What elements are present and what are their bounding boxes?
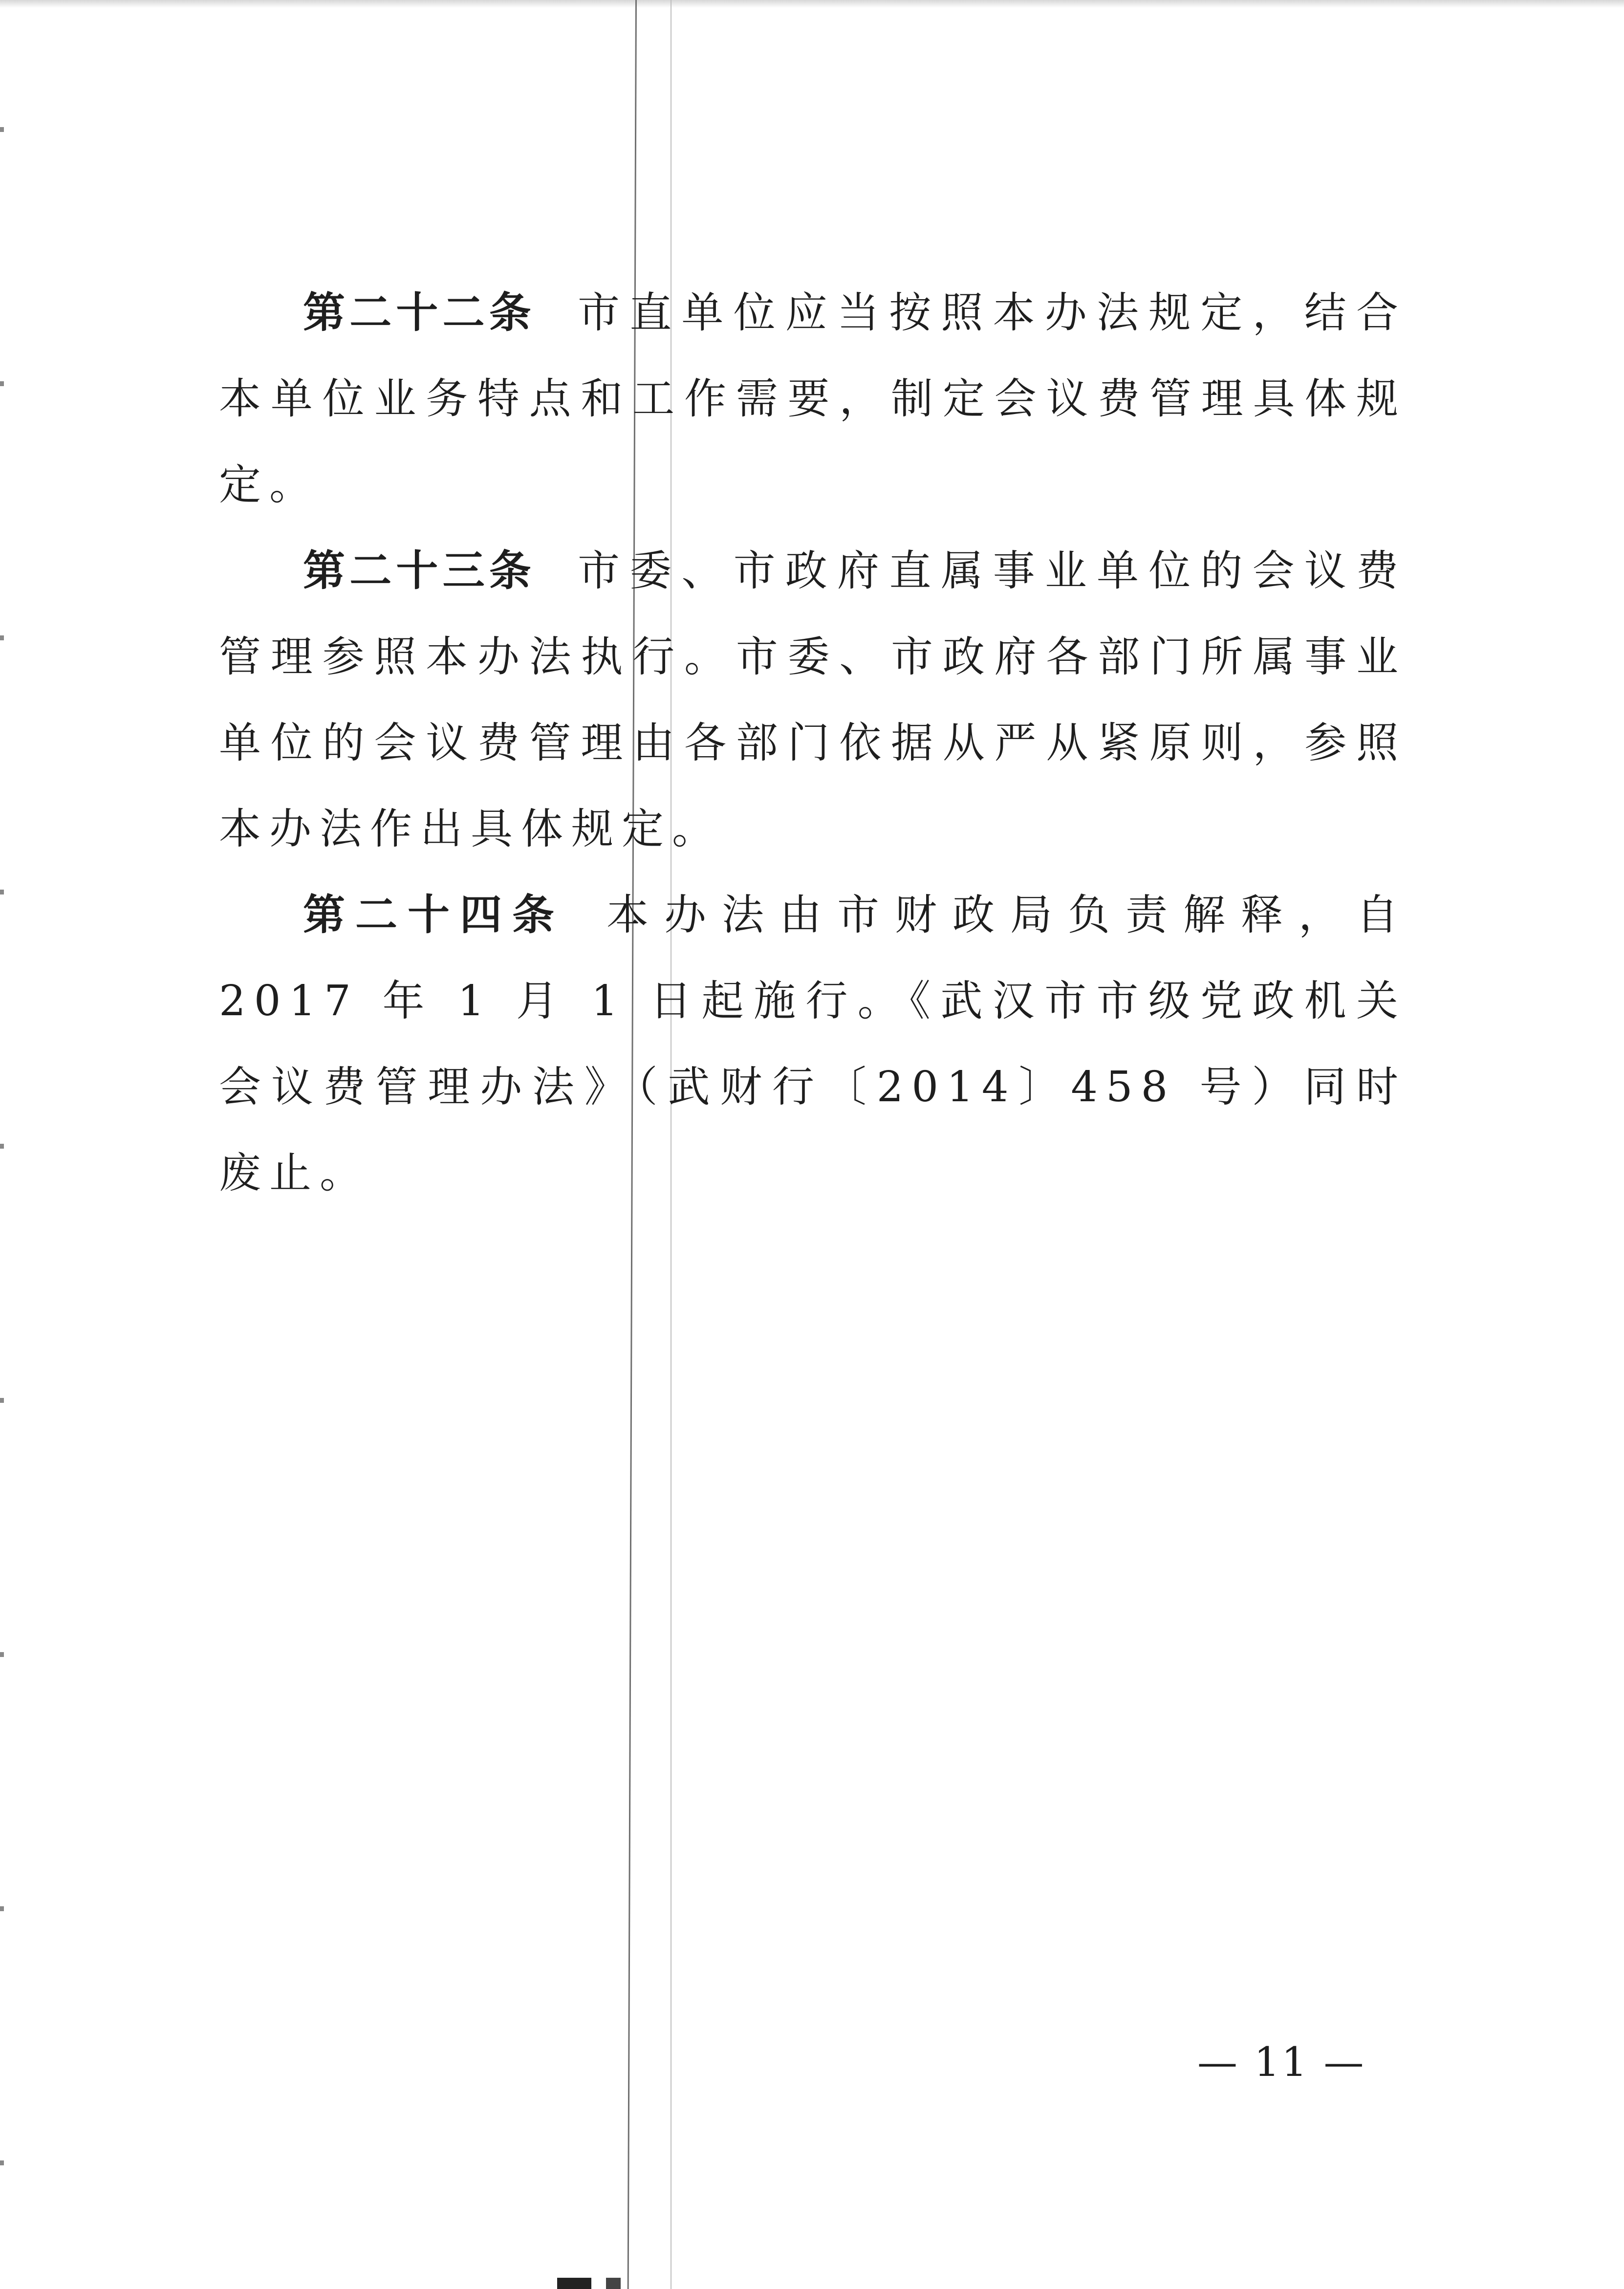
article-text: 市直单位应当按照本办法规定，结合本单位业务特点和工作需要，制定会议费管理具体规定。 bbox=[219, 288, 1407, 509]
article-23 bbox=[219, 528, 1407, 872]
page-number: — 11 — bbox=[1197, 2039, 1366, 2086]
article-text: 本办法由市财政局负责解释，自 2017 年 1 月 1 日起施行。《武汉市市级党政机关会议费管理办法》（武财行〔2014〕458 号）同时废止。 bbox=[219, 891, 1407, 1198]
scan-bottom-marks bbox=[557, 2278, 684, 2289]
article-number: 第二十四条 bbox=[303, 891, 564, 939]
article-24 bbox=[219, 872, 1407, 1216]
article-number: 第二十二条 bbox=[303, 288, 536, 337]
scan-left-margin-marks bbox=[0, 0, 4, 2289]
article-text: 市委、市政府直属事业单位的会议费管理参照本办法执行。市委、市政府各部门所属事业单位的会议费管理由各部门依据从严从紧原则，参照本办法作出具体规定。 bbox=[219, 546, 1407, 853]
article-22 bbox=[219, 270, 1407, 528]
article-number: 第二十三条 bbox=[303, 546, 536, 595]
document-body bbox=[219, 270, 1407, 1216]
scan-top-edge bbox=[0, 0, 1624, 8]
